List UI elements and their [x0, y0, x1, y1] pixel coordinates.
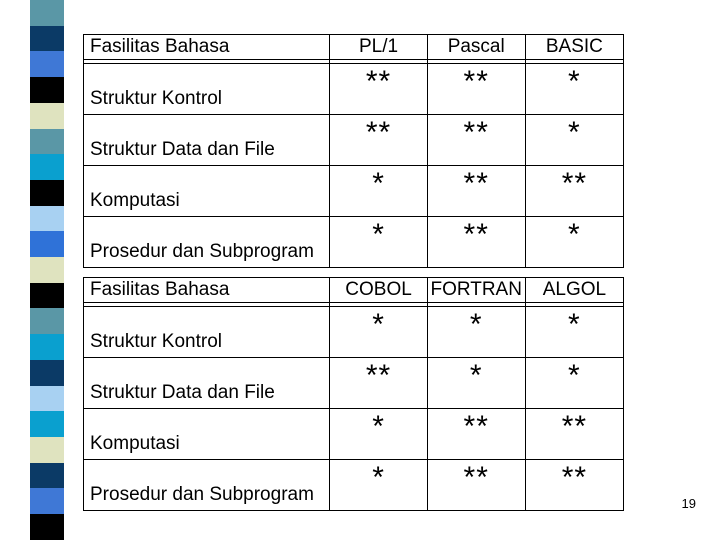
- stripe-block: [30, 514, 64, 540]
- stripe-block: [30, 488, 64, 514]
- stripe-block: [30, 77, 64, 103]
- header-cell-lang: FORTRAN: [427, 278, 525, 303]
- rating-cell: **: [330, 115, 427, 166]
- row-label: Prosedur dan Subprogram: [84, 217, 330, 268]
- comparison-table-2: [83, 277, 624, 511]
- table-header-row: [84, 35, 624, 60]
- row-label: Komputasi: [84, 166, 330, 217]
- table-row: [84, 115, 624, 166]
- rating-cell: **: [427, 409, 525, 460]
- rating-cell: *: [525, 358, 623, 409]
- stripe-block: [30, 463, 64, 489]
- stripe-block: [30, 206, 64, 232]
- table-header-row: [84, 278, 624, 303]
- rating-cell: **: [427, 115, 525, 166]
- rating-cell: *: [330, 166, 427, 217]
- stripe-block: [30, 257, 64, 283]
- rating-cell: **: [427, 64, 525, 115]
- header-cell-facility: Fasilitas Bahasa: [84, 35, 330, 60]
- stripe-block: [30, 360, 64, 386]
- row-label: Komputasi: [84, 409, 330, 460]
- stripe-block: [30, 231, 64, 257]
- header-cell-lang: BASIC: [525, 35, 623, 60]
- rating-cell: **: [525, 460, 623, 511]
- stripe-block: [30, 308, 64, 334]
- stripe-block: [30, 437, 64, 463]
- rating-cell: **: [427, 460, 525, 511]
- stripe-block: [30, 334, 64, 360]
- header-cell-lang: Pascal: [427, 35, 525, 60]
- stripe-block: [30, 386, 64, 412]
- table-row: [84, 460, 624, 511]
- row-label: Struktur Data dan File: [84, 115, 330, 166]
- header-cell-lang: COBOL: [330, 278, 427, 303]
- stripe-block: [30, 154, 64, 180]
- rating-cell: **: [525, 166, 623, 217]
- page-number: 19: [681, 496, 696, 511]
- rating-cell: *: [525, 64, 623, 115]
- table-row: [84, 307, 624, 358]
- rating-cell: **: [525, 409, 623, 460]
- rating-cell: *: [427, 358, 525, 409]
- header-cell-facility: Fasilitas Bahasa: [84, 278, 330, 303]
- stripe-block: [30, 0, 64, 26]
- rating-cell: *: [330, 307, 427, 358]
- header-cell-lang: PL/1: [330, 35, 427, 60]
- table-row: [84, 409, 624, 460]
- rating-cell: *: [427, 307, 525, 358]
- rating-cell: **: [427, 166, 525, 217]
- rating-cell: **: [330, 358, 427, 409]
- table-row: [84, 358, 624, 409]
- table-row: [84, 217, 624, 268]
- rating-cell: *: [330, 460, 427, 511]
- rating-cell: **: [427, 217, 525, 268]
- rating-cell: *: [525, 307, 623, 358]
- table-row: [84, 64, 624, 115]
- rating-cell: *: [330, 409, 427, 460]
- decorative-stripe: [30, 0, 64, 540]
- stripe-block: [30, 180, 64, 206]
- stripe-block: [30, 283, 64, 309]
- table-row: [84, 166, 624, 217]
- comparison-table-1: [83, 34, 624, 268]
- rating-cell: *: [525, 115, 623, 166]
- row-label: Struktur Data dan File: [84, 358, 330, 409]
- row-label: Struktur Kontrol: [84, 307, 330, 358]
- rating-cell: *: [525, 217, 623, 268]
- row-label: Struktur Kontrol: [84, 64, 330, 115]
- stripe-block: [30, 26, 64, 52]
- rating-cell: *: [330, 217, 427, 268]
- stripe-block: [30, 103, 64, 129]
- stripe-block: [30, 51, 64, 77]
- row-label: Prosedur dan Subprogram: [84, 460, 330, 511]
- rating-cell: **: [330, 64, 427, 115]
- stripe-block: [30, 411, 64, 437]
- stripe-block: [30, 129, 64, 155]
- header-cell-lang: ALGOL: [525, 278, 623, 303]
